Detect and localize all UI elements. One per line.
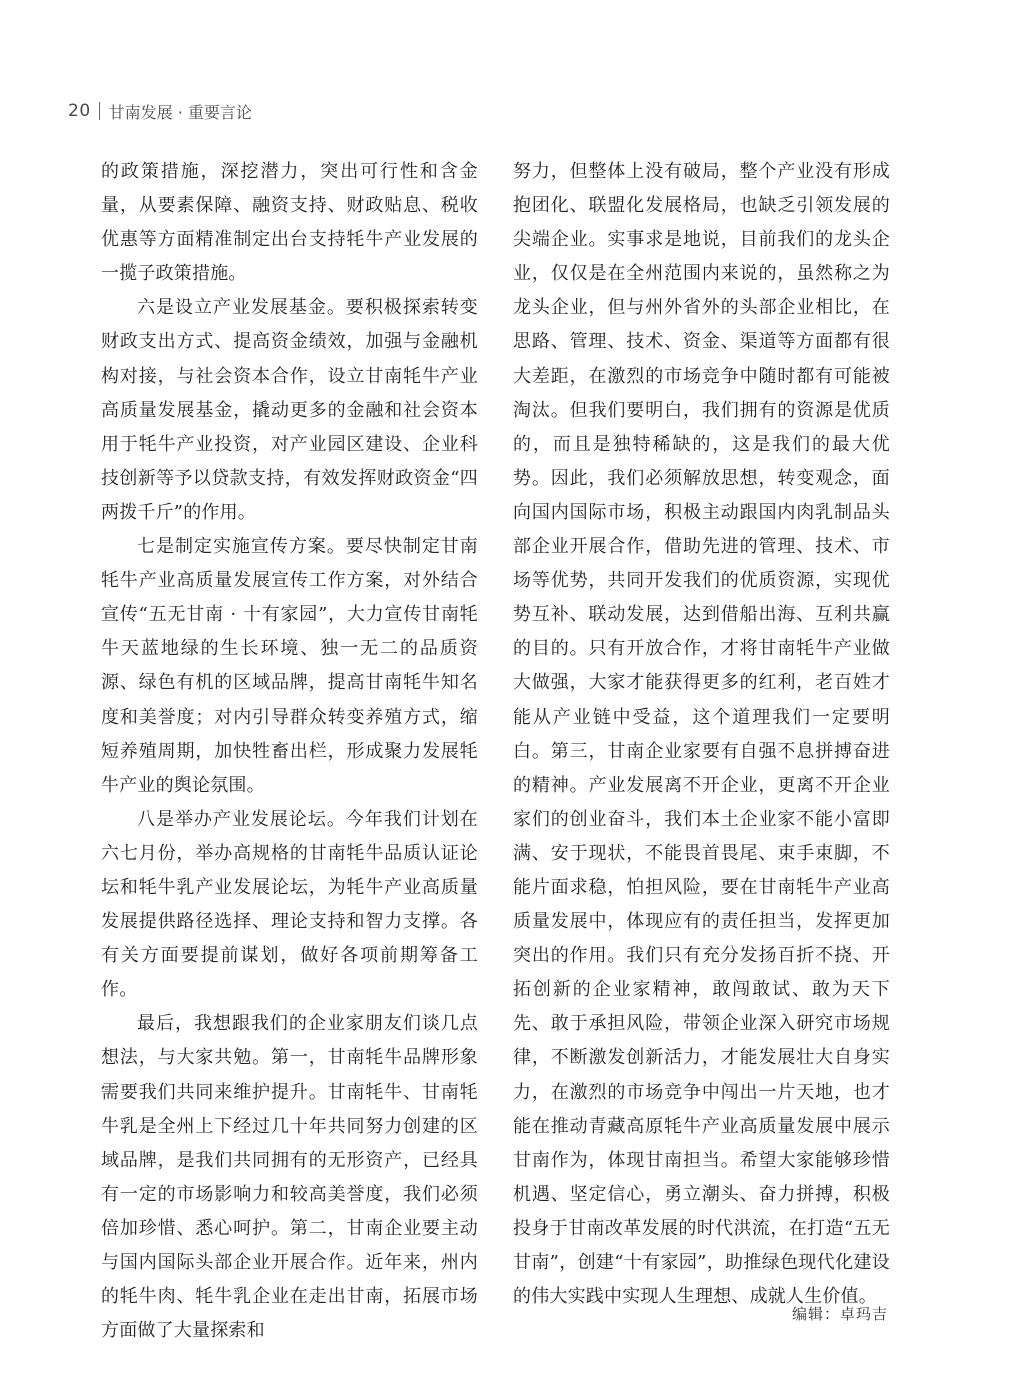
- paragraph-forum: 八是举办产业发展论坛。今年我们计划在六七月份，举办高规格的甘南牦牛品质认证论坛和牦牛乳产业发展论坛，为牦牛产业高质量发展提供路径选择、理论支持和智力支撑。各有关方面要提前谋划，做好各项前期筹备工作。: [101, 808, 478, 1001]
- editor-credit: 编辑：卓玛吉: [791, 1305, 888, 1323]
- paragraph-continued-right: 努力，但整体上没有破局，整个产业没有形成抱团化、联盟化发展格局，也缺乏引领发展的尖端企业。实事求是地说，目前我们的龙头企业，仅仅是在全州范围内来说的，虽然称之为龙头企业，但与州外省外的头部企业相比，在思路、管理、技术、资金、渠道等方面都有很大差距，在激烈的市场竞争中随时都有可能被淘汰。但我们要明白，我们拥有的资源是优质的，而且是独特稀缺的，这是我们的最大优势。因此，我们必须解放思想，转变观念，面向国内国际市场，积极主动跟国内肉乳制品头部企业开展合作，借助先进的管理、技术、市场等优势，共同开发我们的优质资源，实现优势互补、联动发展，达到借船出海、互利共赢的目的。只有开放合作，才将甘南牦牛产业做大做强，大家才能获得更多的红利，老百姓才能从产业链中受益，这个道理我们一定要明白。第三，甘南企业家要有自强不息拼搏奋进的精神。产业发展离不开企业，更离不开企业家们的创业奋斗，我们本土企业家不能小富即满、安于现状，不能畏首畏尾、束手束脚，不能片面求稳，怕担风险，要在甘南牦牛产业高质量发展中，体现应有的责任担当，发挥更加突出的作用。我们只有充分发扬百折不挠、开拓创新的企业家精神，敢闯敢试、敢为天下先、敢于承担风险，带领企业深入研究市场规律，不断激发创新活力，才能发展壮大自身实力，在激烈的市场竞争中闯出一片天地，也才能在推动青藏高原牦牛产业高质量发展中展示甘南作为，体现甘南担当。希望大家能够珍惜机遇、坚定信心，勇立潮头、奋力拼搏，积极投身于甘南改革发展的时代洪流，在打造“五无甘南”，创建“十有家园”，助推绿色现代化建设的伟大实践中实现人生理想、成就人生价值。: [513, 161, 890, 1308]
- text-column-right: [513, 155, 890, 1314]
- running-header: [68, 98, 252, 124]
- paragraph-publicity: 七是制定实施宣传方案。要尽快制定甘南牦牛产业高质量发展宣传工作方案，对外结合宣传“五无甘南 · 十有家园”，大力宣传甘南牦牛天蓝地绿的生长环境、独一无二的品质资源、绿色有机的区域品牌，提高甘南牦牛知名度和美誉度；对内引导群众转变养殖方式，缩短养殖周期，加快牲畜出栏，形成聚力发展牦牛产业的舆论氛围。: [101, 536, 478, 796]
- section-title: 甘南发展 · 重要言论: [108, 102, 252, 122]
- page-number: 20: [68, 101, 91, 121]
- text-column-left: [101, 155, 478, 1348]
- paragraph-continued: 的政策措施，深挖潜力，突出可行性和含金量，从要素保障、融资支持、财政贴息、税收优惠等方面精准制定出台支持牦牛产业发展的一揽子政策措施。: [101, 161, 478, 285]
- paragraph-fund: 六是设立产业发展基金。要积极探索转变财政支出方式、提高资金绩效，加强与金融机构对接，与社会资本合作，设立甘南牦牛产业高质量发展基金，撬动更多的金融和社会资本用于牦牛产业投资，对产业园区建设、企业科技创新等予以贷款支持，有效发挥财政资金“四两拨千斤”的作用。: [101, 297, 478, 523]
- header-divider: [99, 102, 100, 120]
- paragraph-entrepreneurs: 最后，我想跟我们的企业家朋友们谈几点想法，与大家共勉。第一，甘南牦牛品牌形象需要我们共同来维护提升。甘南牦牛、甘南牦牛乳是全州上下经过几十年共同努力创建的区域品牌，是我们共同拥有的无形资产，已经具有一定的市场影响力和较高美誉度，我们必须倍加珍惜、悉心呵护。第二，甘南企业要主动与国内国际头部企业开展合作。近年来，州内的牦牛肉、牦牛乳企业在走出甘南，拓展市场方面做了大量探索和: [101, 1013, 478, 1342]
